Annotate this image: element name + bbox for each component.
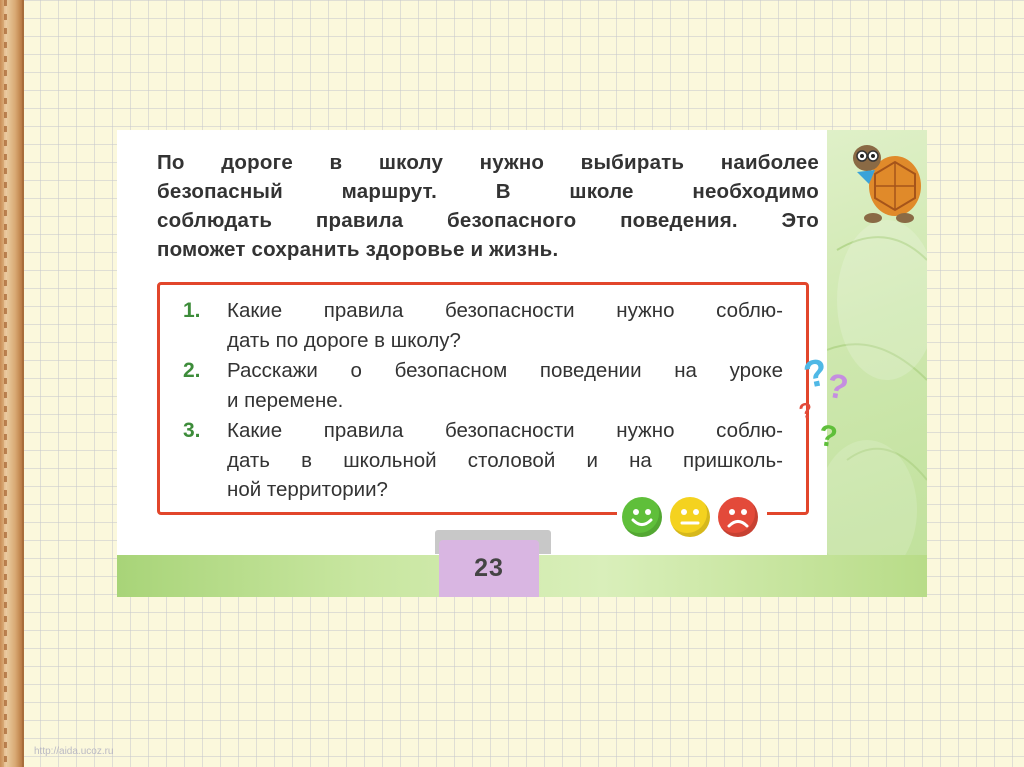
intro-line: безопасный маршрут. В школе необходимо (157, 180, 819, 203)
question-text (227, 356, 783, 415)
question-line: дать в школьной столовой и на пришколь- (227, 448, 783, 472)
question-line: и перемене. (227, 388, 344, 412)
mood-smileys (622, 497, 758, 537)
question-item (183, 296, 783, 355)
intro-paragraph (157, 148, 819, 264)
intro-line: поможет сохранить здоровье и жизнь. (157, 238, 559, 261)
intro-line: По дороге в школу нужно выбирать наиболее (157, 151, 819, 174)
smiley-happy-icon (622, 497, 662, 537)
question-item (183, 356, 783, 415)
turtle-mascot-icon (845, 134, 923, 231)
question-line: дать по дороге в школу? (227, 328, 461, 352)
question-number: 1. (183, 299, 201, 322)
question-line: Какие правила безопасности нужно соблю- (227, 419, 783, 442)
smiley-sad-icon (718, 497, 758, 537)
question-line: ной территории? (227, 478, 388, 501)
svg-text:?: ? (824, 366, 852, 408)
question-number: 2. (183, 359, 201, 382)
textbook-page (117, 130, 927, 597)
questions-list (183, 296, 783, 506)
question-line: Расскажи о безопасном поведении на уроке (227, 359, 783, 382)
question-marks-icon (797, 348, 867, 458)
question-item (183, 416, 783, 505)
page-number: 23 (474, 554, 504, 582)
svg-text:?: ? (797, 396, 816, 425)
notebook-binding (0, 0, 24, 767)
smiley-neutral-icon (670, 497, 710, 537)
svg-text:?: ? (800, 351, 832, 398)
question-text (227, 296, 783, 355)
svg-text:?: ? (816, 419, 840, 455)
intro-line: соблюдать правила безопасного поведения. Это (157, 209, 819, 232)
question-number: 3. (183, 419, 201, 442)
question-text (227, 416, 783, 505)
question-line: Какие правила безопасности нужно соблю- (227, 299, 783, 322)
watermark: http://aida.ucoz.ru (34, 746, 114, 757)
page-number-tab (439, 540, 539, 597)
